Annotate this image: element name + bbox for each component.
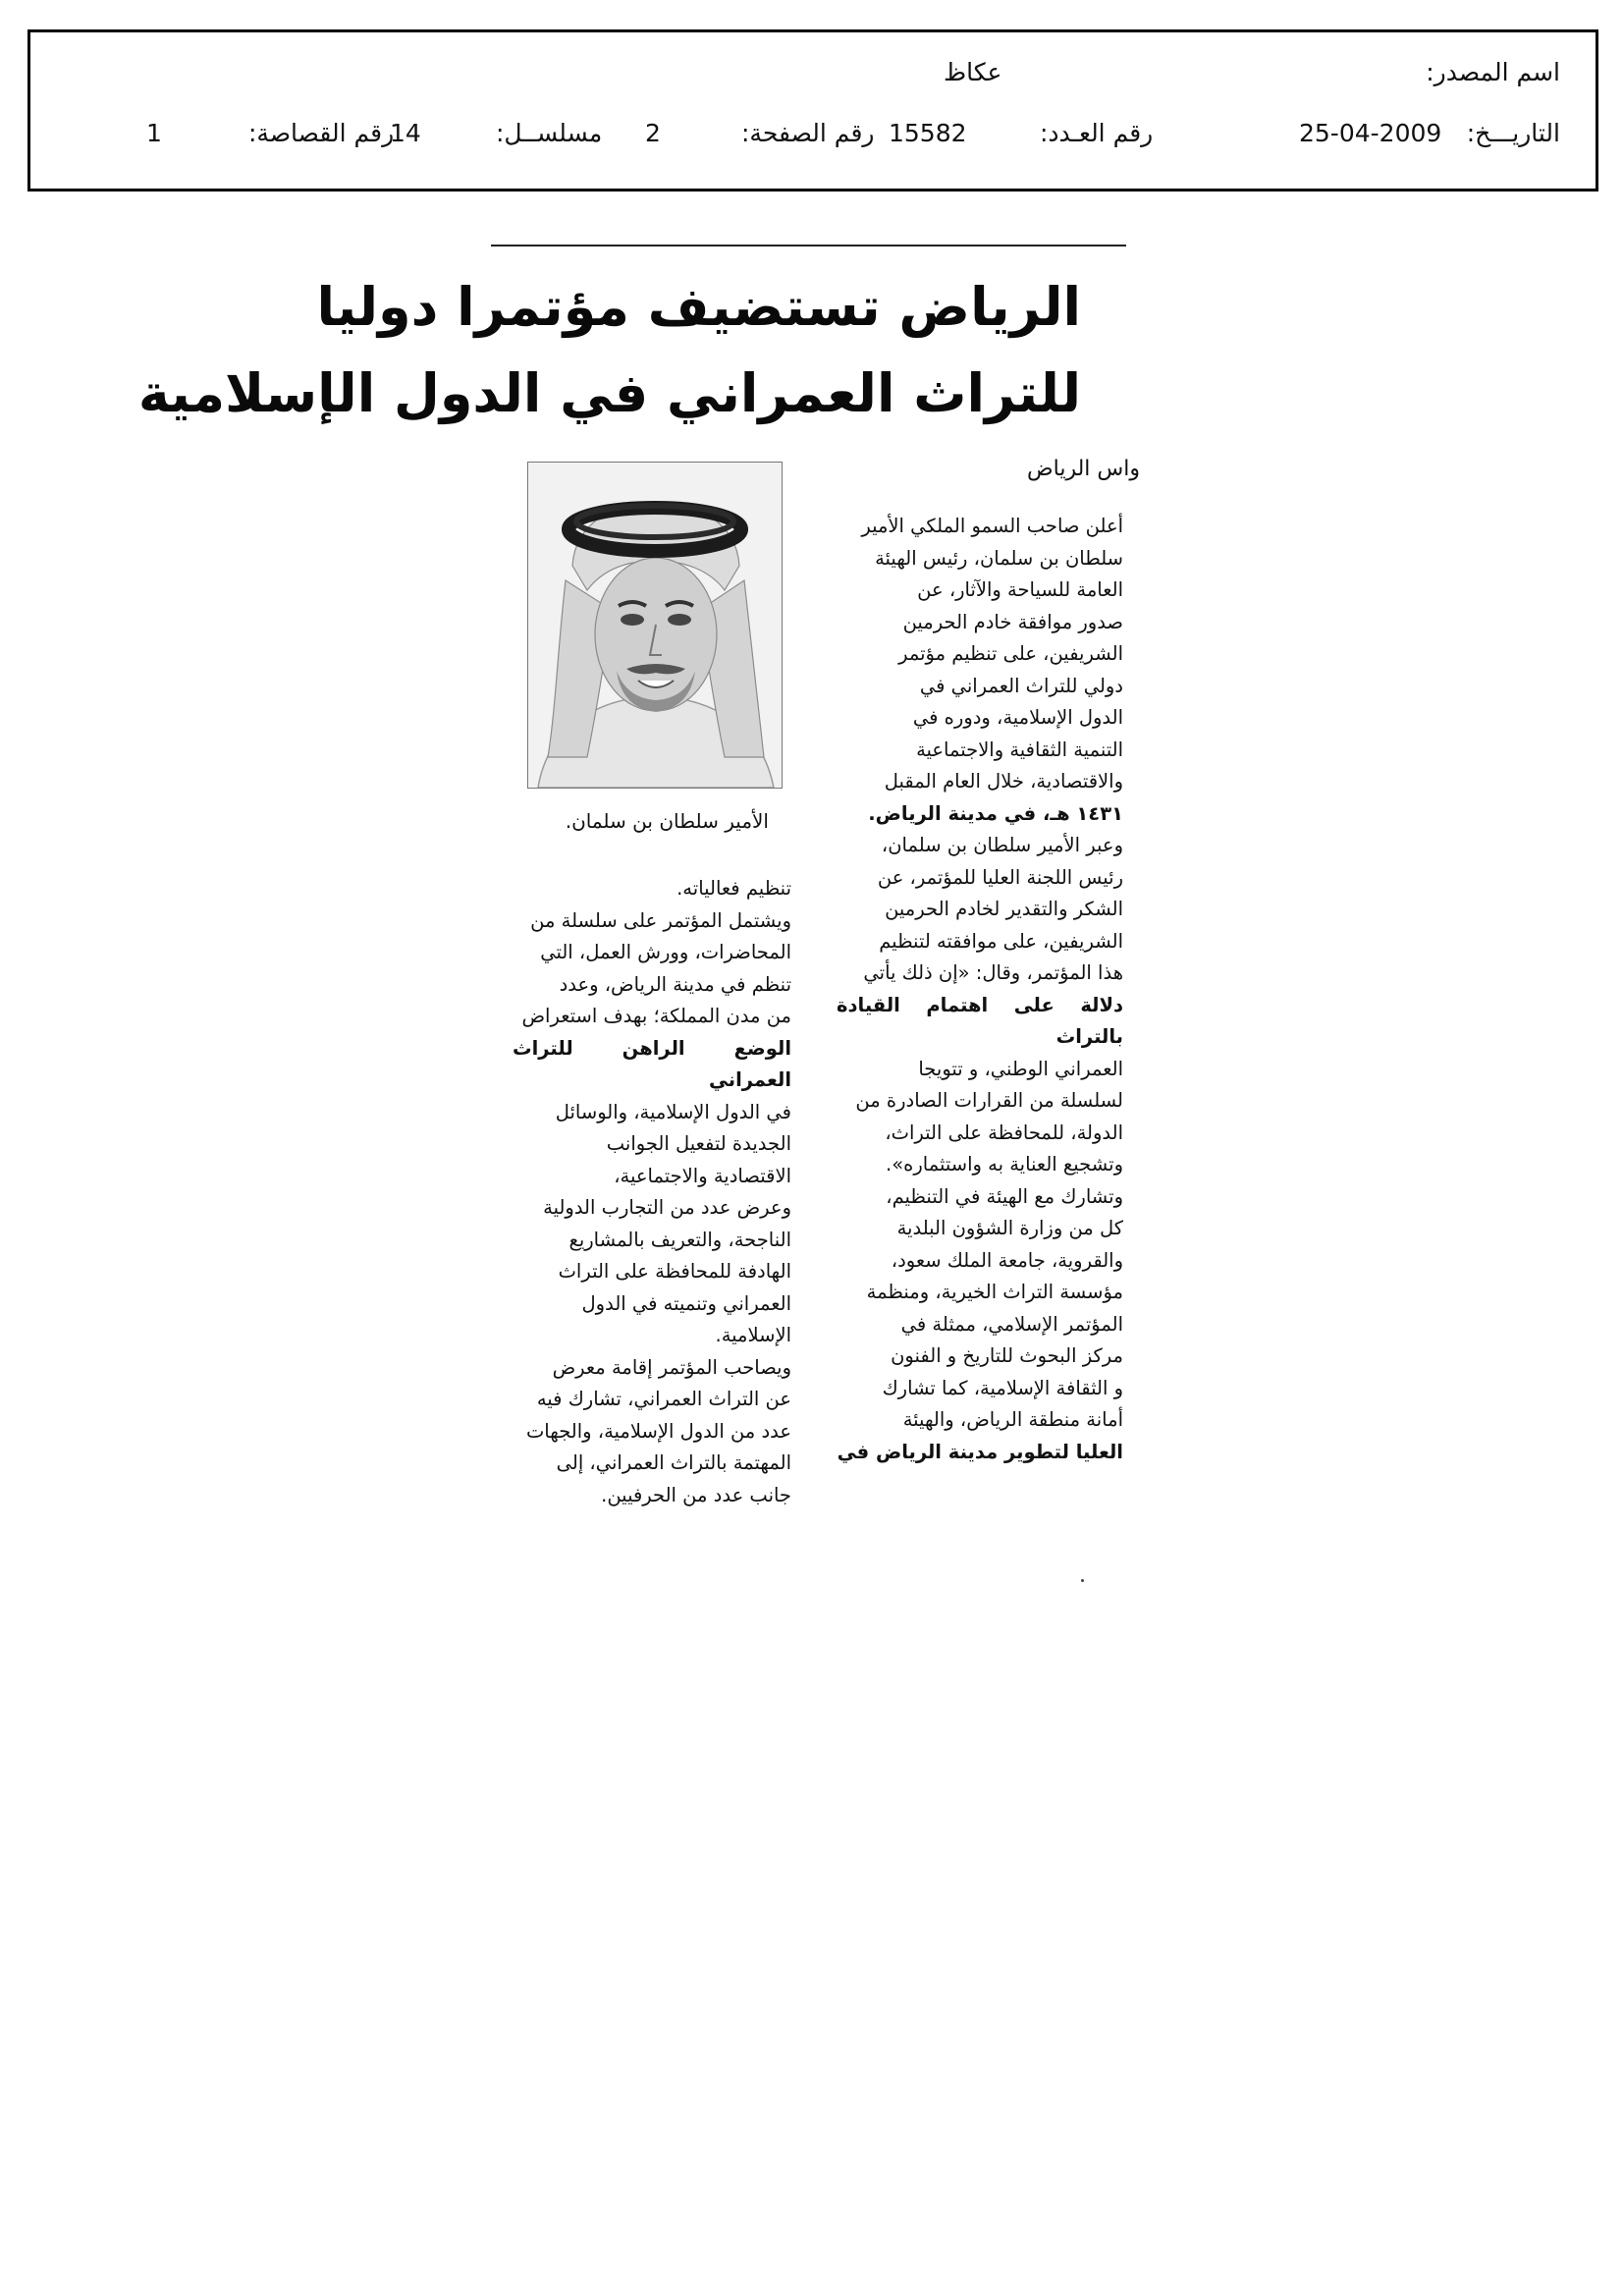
source-value: عكاظ [944, 58, 1002, 86]
article-line: مؤسسة التراث الخيرية، ومنظمة [866, 1281, 1123, 1303]
article-line: العمراني الوطني، و تتويجا [918, 1057, 1123, 1080]
portrait-photo [527, 462, 783, 789]
byline: واس الرياض [1027, 457, 1140, 481]
article-top-rule [491, 245, 1126, 246]
article-line: العامة للسياحة والآثار، عن [917, 578, 1123, 601]
article-line: لسلسلة من القرارات الصادرة من [855, 1089, 1123, 1112]
source-label: اسم المصدر: [1426, 58, 1560, 86]
article-line: تنظيم فعالياته. [676, 877, 791, 900]
article-line: سلطان بن سلمان، رئيس الهيئة [875, 546, 1123, 570]
article-line: تنظم في مدينة الرياض، وعدد [559, 972, 791, 996]
article-line: و الثقافة الإسلامية، كما تشارك [882, 1376, 1123, 1399]
headline-line-1: الرياض تستضيف مؤتمرا دوليا [316, 276, 1081, 338]
article-line: وتشجيع العناية به واستثماره». [886, 1153, 1123, 1175]
article-line: جانب عدد من الحرفيين. [601, 1483, 791, 1506]
serial-label: مسلســل: [496, 119, 603, 147]
date-value: 25-04-2009 [1299, 119, 1442, 147]
article-line: كل من وزارة الشؤون البلدية [896, 1217, 1123, 1239]
article-line: الاقتصادية والاجتماعية، [614, 1164, 791, 1187]
date-label: التاريـــخ: [1466, 119, 1560, 147]
article-line: المحاضرات، وورش العمل، التي [540, 941, 791, 963]
article-line: عن التراث العمراني، تشارك فيه [536, 1388, 791, 1410]
article-line: ١٤٣١ هـ، في مدينة الرياض. [868, 801, 1123, 825]
page-label: رقم الصفحة: [741, 119, 875, 147]
issue-label: رقم العـدد: [1040, 119, 1154, 147]
page-value: 2 [645, 119, 661, 147]
article-line: الجديدة لتفعيل الجوانب [606, 1132, 791, 1155]
article-column-left [513, 873, 791, 1511]
article-line: العليا لتطوير مدينة الرياض في [837, 1440, 1123, 1463]
article-line: دلالة على اهتمام القيادة بالتراث [837, 993, 1123, 1048]
article-line: مركز البحوث للتاريخ و الفنون [891, 1344, 1123, 1367]
article-line: عدد من الدول الإسلامية، والجهات [525, 1419, 791, 1443]
photo-caption: الأمير سلطان بن سلمان. [565, 809, 769, 833]
article-line: الشريفين، على تنظيم مؤتمر [898, 642, 1123, 665]
clip-value: 1 [146, 119, 162, 147]
headline-line-2: للتراث العمراني في الدول الإسلامية [137, 362, 1081, 424]
portrait-illustration [528, 463, 782, 788]
article-line: وعبر الأمير سلطان بن سلمان، [881, 834, 1123, 856]
article-line: والقروية، جامعة الملك سعود، [891, 1248, 1123, 1272]
article-line: أعلن صاحب السمو الملكي الأمير [861, 515, 1123, 537]
article-line: دولي للتراث العمراني في [919, 674, 1123, 697]
article-line: الدول الإسلامية، ودوره في [912, 706, 1123, 729]
article-line: الدولة، للمحافظة على التراث، [885, 1121, 1123, 1144]
issue-value: 15582 [889, 119, 967, 147]
article-line: أمانة منطقة الرياض، والهيئة [902, 1408, 1123, 1431]
article-line: صدور موافقة خادم الحرمين [902, 610, 1123, 633]
article-line: هذا المؤتمر، وقال: «إن ذلك يأتي [863, 961, 1123, 984]
article-line: التنمية الثقافية والاجتماعية [916, 738, 1123, 761]
serial-value: 14 [390, 119, 421, 147]
article-line: المهتمة بالتراث العمراني، إلى [556, 1451, 791, 1474]
article-line: وتشارك مع الهيئة في التنظيم، [886, 1184, 1123, 1208]
article-line: المؤتمر الإسلامي، ممثلة في [900, 1312, 1123, 1336]
article-line: في الدول الإسلامية، والوسائل [555, 1100, 791, 1123]
article-line: ويشتمل المؤتمر على سلسلة من [530, 908, 791, 932]
article-line: الإسلامية. [715, 1324, 791, 1346]
article-line: الهادفة للمحافظة على التراث [558, 1260, 791, 1283]
article-column-right [837, 511, 1123, 1468]
scan-speck [1081, 1579, 1084, 1582]
clipping-info-box [27, 29, 1598, 191]
article-line: ويصاحب المؤتمر إقامة معرض [552, 1355, 791, 1379]
article-line: من مدن المملكة؛ بهدف استعراض [521, 1005, 791, 1027]
article-line: والاقتصادية، خلال العام المقبل [884, 770, 1123, 793]
article-line: رئيس اللجنة العليا للمؤتمر، عن [877, 865, 1123, 889]
clip-label: رقم القصاصة: [248, 119, 395, 147]
article-line: الشكر والتقدير لخادم الحرمين [885, 898, 1123, 920]
article-line: وعرض عدد من التجارب الدولية [543, 1196, 791, 1219]
article-line: الشريفين، على موافقته لتنظيم [879, 929, 1123, 953]
article-line: الوضع الراهن للتراث العمراني [513, 1036, 791, 1091]
article-line: الناجحة، والتعريف بالمشاريع [568, 1228, 791, 1251]
article-line: العمراني وتنميته في الدول [581, 1291, 791, 1315]
